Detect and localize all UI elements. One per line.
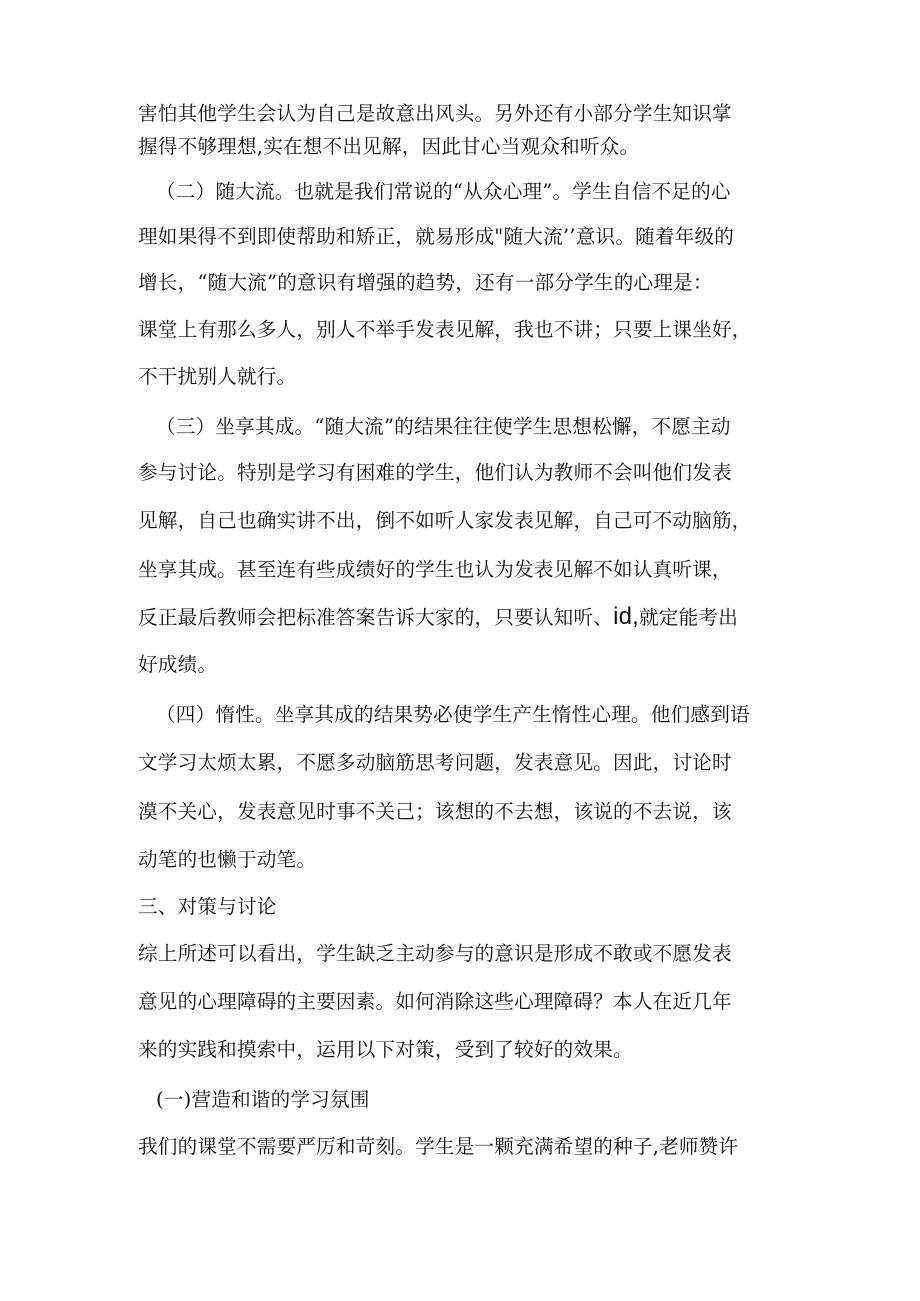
paragraph-line: （三）坐享其成。“随大流”的结果往往使学生思想松懈，不愿主动 <box>156 415 731 438</box>
paragraph-line: 不干扰别人就行。 <box>138 365 297 388</box>
paragraph-line: 握得不够理想,实在想不出见解，因此甘心当观众和听众。 <box>138 135 640 158</box>
paragraph-line: 意见的心理障碍的主要因素。如何消除这些心理障碍？本人在近几年 <box>138 990 732 1013</box>
paragraph-line: 文学习太烦太累，不愿多动脑筋思考问题，发表意见。因此，讨论时 <box>138 751 732 774</box>
paragraph-line <box>138 604 798 631</box>
paragraph-line: 综上所述可以看出，学生缺乏主动参与的意识是形成不敢或不愿发表 <box>138 942 732 965</box>
section-heading: 三、对策与讨论 <box>138 895 277 918</box>
paragraph-line: 漠不关心，发表意见时事不关己；该想的不去想，该说的不去说，该 <box>138 800 732 823</box>
subsection-heading: (一)营造和谐的学习氛围 <box>156 1088 370 1111</box>
paragraph-line: 理如果得不到即使帮助和矫正，就易形成"随大流’’意识。随着年级的 <box>138 225 735 248</box>
paragraph-line: 我们的课堂不需要严厉和苛刻。学生是一颗充满希望的种子,老师赞许 <box>138 1135 739 1158</box>
paragraph-line: （二）随大流。也就是我们常说的“从众心理”。学生自信不足的心 <box>156 180 731 203</box>
paragraph-line: 坐享其成。甚至连有些成绩好的学生也认为发表见解不如认真听课， <box>138 558 732 581</box>
line-segment: 反正最后教师会把标准答案告诉大家的，只要认知听、 <box>138 606 614 629</box>
paragraph-line: 动笔的也懒于动笔。 <box>138 848 317 871</box>
paragraph-line: 增长，“随大流”的意识有增强的趋势，还有一部分学生的心理是： <box>138 271 713 294</box>
paragraph-line: 见解，自己也确实讲不出，倒不如听人家发表见解，自己可不动脑筋， <box>138 509 752 532</box>
paragraph-line: 好成绩。 <box>138 653 218 676</box>
paragraph-line: （四）惰性。坐享其成的结果势必使学生产生惰性心理。他们感到语 <box>156 703 750 726</box>
line-segment: 就定能考出 <box>639 606 738 629</box>
paragraph-line: 课堂上有那么多人，别人不举手发表见解，我也不讲；只要上课坐好， <box>138 318 752 341</box>
paragraph-line: 害怕其他学生会认为自己是故意出风头。另外还有小部分学生知识掌 <box>138 102 732 125</box>
inline-latin-text: id, <box>613 603 640 630</box>
paragraph-line: 来的实践和摸索中，运用以下对策，受到了较好的效果。 <box>138 1038 633 1061</box>
paragraph-line: 参与讨论。特别是学习有困难的学生，他们认为教师不会叫他们发表 <box>138 461 732 484</box>
